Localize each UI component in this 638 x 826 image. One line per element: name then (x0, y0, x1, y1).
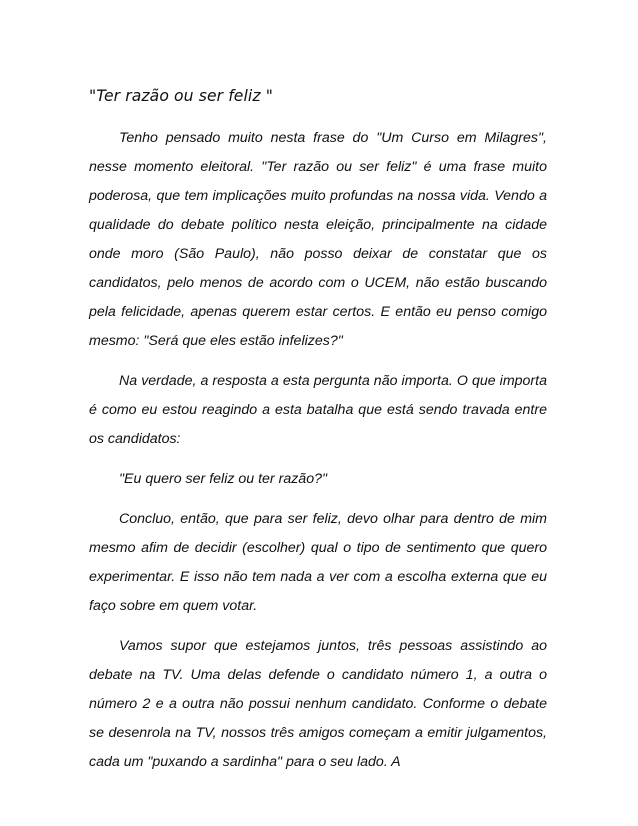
document-title: "Ter razão ou ser feliz " (89, 87, 273, 105)
paragraph-5: Vamos supor que estejamos juntos, três pessoas assistindo ao debate na TV. Uma delas defende o candidato número 1, a outra o número 2 e a outra não possui nenhum candidato. Conforme o debate se desenrola na TV, nossos três amigos começam a emitir julgamentos, cada um "puxando a sardinha" para o seu lado. A (89, 638, 547, 770)
paragraph-3: "Eu quero ser feliz ou ter razão?" (119, 471, 328, 487)
paragraph-1: Tenho pensado muito nesta frase do "Um Curso em Milagres", nesse momento eleitoral. "Ter razão ou ser feliz" é uma frase muito poderosa, que tem implicações muito profundas na nossa vida. Vendo a qualidade do debate político nesta eleição, principalmente na cidade onde moro (São Paulo), não posso deixar de constatar que os candidatos, pelo menos de acordo com o UCEM, não estão buscando pela felicidade, apenas querem estar certos. E então eu penso comigo mesmo: "Será que eles estão infelizes?" (89, 130, 547, 349)
paragraph-2: Na verdade, a resposta a esta pergunta não importa. O que importa é como eu estou reagindo a esta batalha que está sendo travada entre os candidatos: (89, 373, 547, 447)
document-page (89, 86, 547, 788)
paragraph-4: Concluo, então, que para ser feliz, devo olhar para dentro de mim mesmo afim de decidir (escolher) qual o tipo de sentimento que quero experimentar. E isso não tem nada a ver com a escolha externa que eu faço sobre em quem votar. (89, 511, 547, 614)
